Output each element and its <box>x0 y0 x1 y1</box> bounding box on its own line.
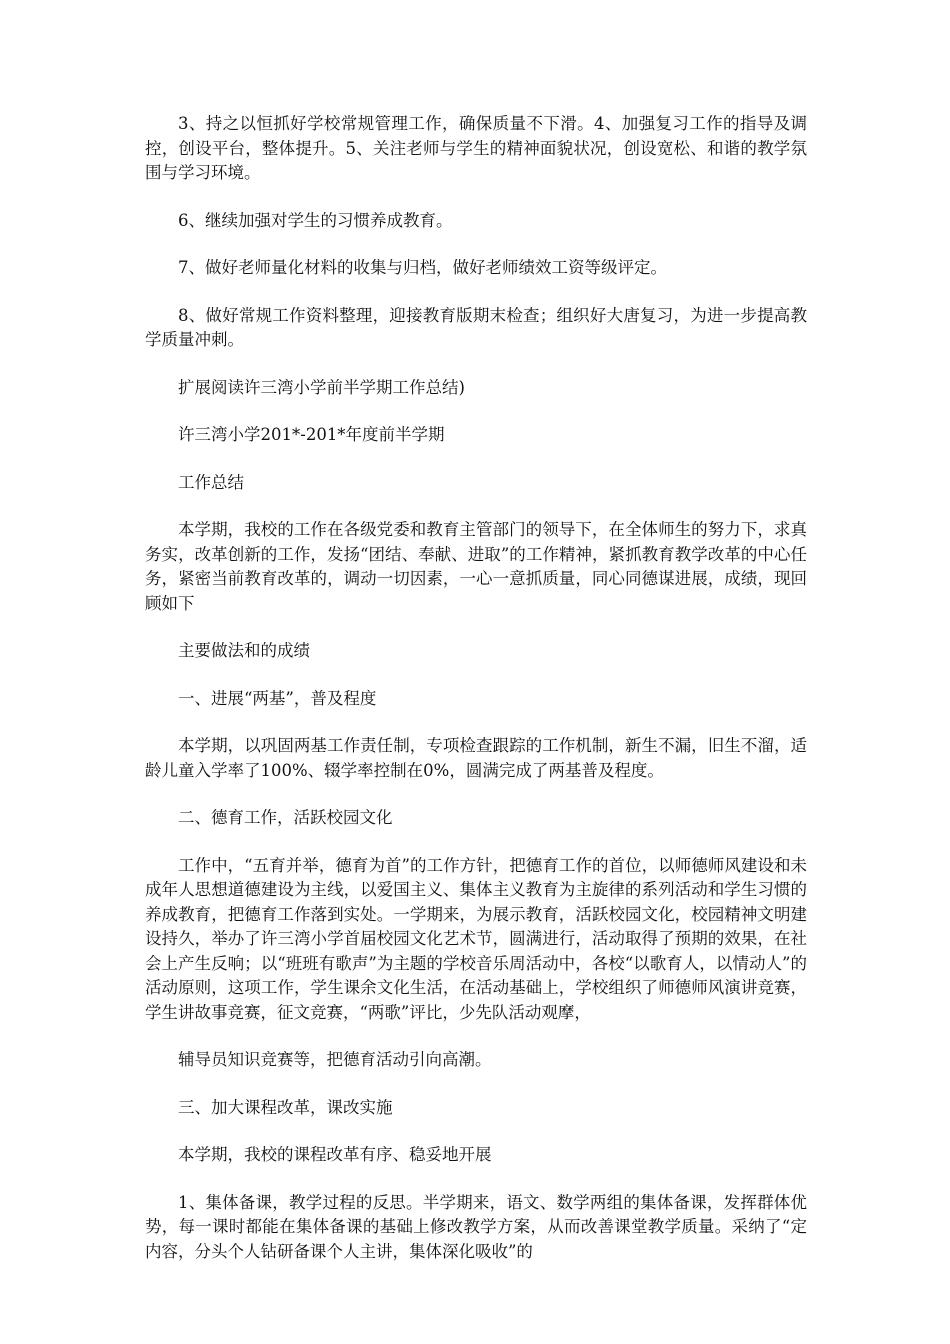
school-term-heading: 许三湾小学201*-201*年度前半学期 <box>178 425 445 444</box>
section-one-heading: 一、进展“两基”，普及程度 <box>178 688 377 708</box>
paragraph-item-7: 7、做好老师量化材料的收集与归档，做好老师绩效工资等级评定。 <box>178 258 667 277</box>
section-three-heading: 三、加大课程改革，课改实施 <box>178 1097 393 1117</box>
paragraph-item-3: 3、持之以恒抓好学校常规管理工作，确保质量不下滑。4、加强复习工作的指导及调控，创设平台，整体提升。5、关注老师与学生的精神面貌状况，创设宽松、和谐的教学氛围与学习环境。 <box>145 114 807 182</box>
extended-reading-title: 扩展阅读许三湾小学前半学期工作总结) <box>178 377 465 397</box>
main-practices-heading: 主要做法和的成绩 <box>178 641 310 660</box>
section-two-body: 工作中，“五育并举，德育为首”的工作方针，把德育工作的首位，以师德师风建设和未成年人思想道德建设为主线，以爱国主义、集体主义教育为主旋律的系列活动和学生习惯的养成教育，把德育工作落到实处。一学期来，为展示教育，活跃校园文化，校园精神文明建设持久，举办了许三湾小学首届校园文化艺术节，圆满进行，活动取得了预期的效果，在社会上产生反响；以“班班有歌声”为主题的学校音乐周活动中，各校“以歌育人，以情动人”的活动原则，这项工作，学生课余文化生活，在活动基础上，学校组织了师德师风演讲竞赛，学生讲故事竞赛，征文竞赛，“两歌”评比，少先队活动观摩， <box>145 855 807 1022</box>
section-two-continuation: 辅导员知识竞赛等，把德育活动引向高潮。 <box>178 1050 492 1069</box>
section-three-intro: 本学期，我校的课程改革有序、稳妥地开展 <box>178 1145 492 1164</box>
section-three-item-1: 1、集体备课，教学过程的反思。半学期来，语文、数学两组的集体备课，发挥群体优势，每一课时都能在集体备课的基础上修改教学方案，从而改善课堂教学质量。采纳了“定内容，分头个人钻研备课个人主讲，集体深化吸收”的 <box>145 1192 807 1261</box>
summary-heading: 工作总结 <box>178 472 244 492</box>
section-one-body: 本学期，以巩固两基工作责任制，专项检查跟踪的工作机制，新生不漏，旧生不溜，适龄儿童入学率了100%、辍学率控制在0%，圆满完成了两基普及程度。 <box>145 736 807 780</box>
section-two-heading: 二、德育工作，活跃校园文化 <box>178 808 393 827</box>
paragraph-item-8: 8、做好常规工作资料整理，迎接教育版期末检查；组织好大唐复习，为进一步提高教学质量冲刺。 <box>145 305 807 349</box>
document-page <box>145 112 807 1287</box>
paragraph-item-6: 6、继续加强对学生的习惯养成教育。 <box>178 210 453 230</box>
intro-paragraph: 本学期，我校的工作在各级党委和教育主管部门的领导下，在全体师生的努力下，求真务实，改革创新的工作，发扬“团结、奉献、进取”的工作精神，紧抓教育教学改革的中心任务，紧密当前教育改革的，调动一切因素，一心一意抓质量，同心同德谋进展，成绩，现回顾如下 <box>145 520 807 613</box>
